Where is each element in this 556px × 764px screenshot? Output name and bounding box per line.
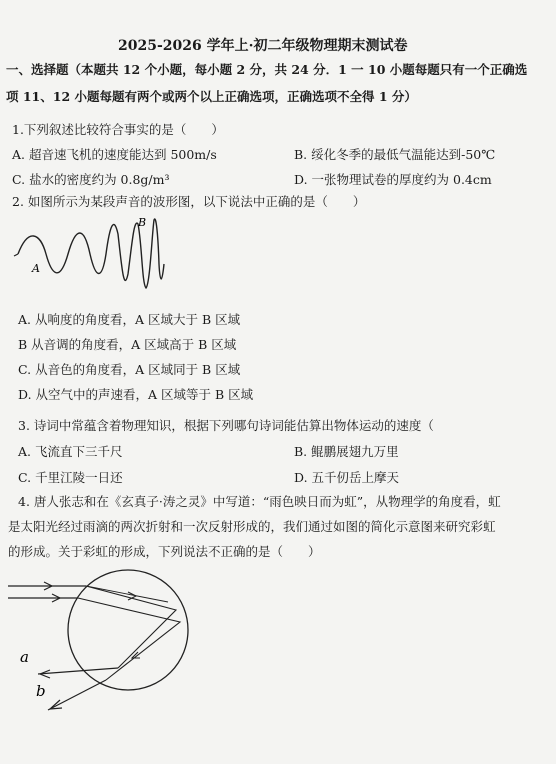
exit-ray-b-arrow [50, 700, 62, 709]
q3-option-d: D. 五千仞岳上摩天 [294, 470, 400, 485]
q4-stem-line3: 的形成。关于彩虹的形成，下列说法不正确的是（ ） [8, 544, 321, 559]
ray-label-b: b [36, 682, 46, 700]
q3-option-c: C. 千里江陵一日还 [18, 470, 123, 485]
sound-waveform-figure [14, 214, 194, 294]
q1-option-d: D. 一张物理试卷的厚度约为 0.4cm [294, 172, 492, 187]
ray-label-a: a [20, 648, 29, 666]
exit-ray-b [48, 680, 106, 710]
q4-stem-line1: 4. 唐人张志和在《玄真子·涛之灵》中写道：“雨色映日而为虹”，从物理学的角度看，虹 [18, 494, 501, 509]
exit-ray-a [38, 668, 118, 674]
q1-option-a: A. 超音速飞机的速度能达到 500m/s [12, 147, 217, 162]
q2-option-d: D. 从空气中的声速看，A 区域等于 B 区域 [18, 387, 254, 402]
section1-instructions-line1: 一、选择题（本题共 12 个小题，每小题 2 分，共 24 分．1 一 10 小题每题只有一个正确选 [6, 62, 528, 77]
rainbow-raindrop-figure [8, 570, 228, 720]
waveform-label-b: B [138, 216, 147, 229]
internal-ray-3 [86, 586, 168, 602]
q2-option-b: B 从音调的角度看，A 区域高于 B 区域 [18, 337, 237, 352]
waveform-axis [14, 254, 18, 256]
q3-option-b: B. 鲲鹏展翅九万里 [294, 444, 399, 459]
q2-stem: 2. 如图所示为某段声音的波形图，以下说法中正确的是（ ） [12, 194, 366, 209]
waveform-label-a: A [32, 262, 40, 275]
exam-title: 2025-2026 学年上·初二年级物理期末测试卷 [118, 38, 408, 54]
q4-stem-line2: 是太阳光经过雨滴的两次折射和一次反射形成的，我们通过如图的简化示意图来研究彩虹 [8, 519, 496, 534]
q1-option-c: C. 盐水的密度约为 0.8g/m³ [12, 172, 170, 187]
q2-option-c: C. 从音色的角度看，A 区域同于 B 区域 [18, 362, 241, 377]
q2-option-a: A. 从响度的角度看，A 区域大于 B 区域 [18, 312, 241, 327]
q1-stem: 1.下列叙述比较符合事实的是（ ） [12, 122, 224, 137]
q3-option-a: A. 飞流直下三千尺 [18, 444, 123, 459]
section1-instructions-line2: 项 11、12 小题每题有两个或两个以上正确选项，正确选项不全得 1 分） [6, 89, 417, 104]
waveform-curve [18, 219, 164, 288]
q3-stem: 3. 诗词中常蕴含着物理知识，根据下列哪句诗词能估算出物体运动的速度（ [18, 418, 434, 433]
internal-ray-2 [78, 598, 180, 680]
q1-option-b: B. 绥化冬季的最低气温能达到-50℃ [294, 147, 496, 162]
